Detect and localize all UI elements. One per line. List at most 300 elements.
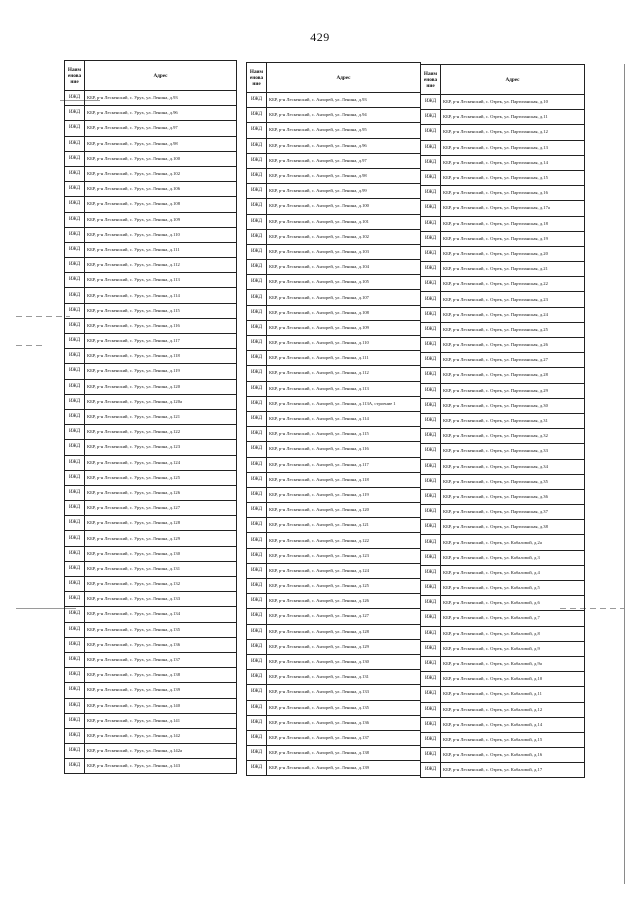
- address-cell: КБР, р-н Лескенский, с. Озрек, ул. Кабаловой, д.3: [441, 550, 585, 565]
- address-cell: КБР, р-н Лескенский, с. Урух, ул. Ленина, д.112: [85, 258, 237, 273]
- table-row: [247, 411, 421, 426]
- address-cell: КБР, р-н Лескенский, с. Урух, ул. Ленина, д.119: [85, 364, 237, 379]
- table-row: [421, 383, 585, 398]
- address-cell: КБР, р-н Лескенский, с. Озрек, ул. Партизанская, д.19: [441, 231, 585, 246]
- address-cell: КБР, р-н Лескенский, с. Урух, ул. Ленина, д.98: [85, 136, 237, 151]
- table-row: [421, 413, 585, 428]
- address-column-header: Адрес: [267, 63, 421, 93]
- address-cell: КБР, р-н Лескенский, с. Урух, ул. Ленина, д.121: [85, 409, 237, 424]
- property-type-cell: ИЖД: [247, 320, 267, 335]
- property-type-cell: ИЖД: [65, 759, 85, 774]
- address-cell: КБР, р-н Лескенский, с. Анзорей, ул. Ленина, д.127: [267, 609, 421, 624]
- address-cell: КБР, р-н Лескенский, с. Озрек, ул. Партизанская, д.29: [441, 383, 585, 398]
- table-row: [65, 455, 237, 470]
- address-cell: КБР, р-н Лескенский, с. Урух, ул. Ленина, д.138: [85, 668, 237, 683]
- table-row: [65, 91, 237, 106]
- property-type-cell: ИЖД: [65, 166, 85, 181]
- table-row: [421, 110, 585, 125]
- table-row: [65, 334, 237, 349]
- property-type-cell: ИЖД: [247, 260, 267, 275]
- property-type-cell: ИЖД: [65, 592, 85, 607]
- address-cell: КБР, р-н Лескенский, с. Урух, ул. Ленина, д.141: [85, 713, 237, 728]
- table-row: [247, 138, 421, 153]
- address-cell: КБР, р-н Лескенский, с. Озрек, ул. Кабаловой, д.15: [441, 732, 585, 747]
- table-row: [421, 672, 585, 687]
- table-row: [247, 275, 421, 290]
- property-type-cell: ИЖД: [421, 687, 441, 702]
- address-cell: КБР, р-н Лескенский, с. Урух, ул. Ленина, д.130: [85, 546, 237, 561]
- table-row: [65, 425, 237, 440]
- property-type-cell: ИЖД: [421, 474, 441, 489]
- property-type-cell: ИЖД: [247, 548, 267, 563]
- address-cell: КБР, р-н Лескенский, с. Озрек, ул. Партизанская, д.37: [441, 505, 585, 520]
- address-cell: КБР, р-н Лескенский, с. Анзорей, ул. Ленина, д.136: [267, 715, 421, 730]
- table-row: [247, 442, 421, 457]
- property-type-cell: ИЖД: [247, 123, 267, 138]
- property-type-cell: ИЖД: [421, 520, 441, 535]
- address-cell: КБР, р-н Лескенский, с. Озрек, ул. Партизанская, д.27: [441, 353, 585, 368]
- table-row: [65, 288, 237, 303]
- property-type-cell: ИЖД: [247, 108, 267, 123]
- table-row: [65, 607, 237, 622]
- property-type-cell: ИЖД: [247, 214, 267, 229]
- property-type-cell: ИЖД: [65, 136, 85, 151]
- address-cell: КБР, р-н Лескенский, с. Озрек, ул. Партизанская, д.22: [441, 277, 585, 292]
- table-row: [421, 474, 585, 489]
- property-type-cell: ИЖД: [247, 184, 267, 199]
- address-cell: КБР, р-н Лескенский, с. Анзорей, ул. Ленина, д.96: [267, 138, 421, 153]
- table-row: [421, 201, 585, 216]
- property-type-cell: ИЖД: [421, 353, 441, 368]
- address-cell: КБР, р-н Лескенский, с. Анзорей, ул. Ленина, д.112: [267, 366, 421, 381]
- table-row: [247, 93, 421, 108]
- property-type-cell: ИЖД: [421, 292, 441, 307]
- property-type-cell: ИЖД: [247, 442, 267, 457]
- address-cell: КБР, р-н Лескенский, с. Анзорей, ул. Ленина, д.97: [267, 153, 421, 168]
- table-row: [247, 123, 421, 138]
- property-type-cell: ИЖД: [65, 258, 85, 273]
- address-cell: КБР, р-н Лескенский, с. Анзорей, ул. Ленина, д.104: [267, 260, 421, 275]
- property-type-cell: ИЖД: [65, 501, 85, 516]
- table-row: [247, 624, 421, 639]
- address-cell: КБР, р-н Лескенский, с. Урух, ул. Ленина, д.127: [85, 501, 237, 516]
- property-type-cell: ИЖД: [65, 607, 85, 622]
- table-header-row: [421, 65, 585, 95]
- property-type-cell: ИЖД: [421, 565, 441, 580]
- address-cell: КБР, р-н Лескенский, с. Анзорей, ул. Ленина, д.101: [267, 214, 421, 229]
- property-type-cell: ИЖД: [247, 670, 267, 685]
- address-cell: КБР, р-н Лескенский, с. Урух, ул. Ленина, д.132: [85, 577, 237, 592]
- property-type-cell: ИЖД: [65, 334, 85, 349]
- property-type-cell: ИЖД: [421, 626, 441, 641]
- address-cell: КБР, р-н Лескенский, с. Анзорей, ул. Ленина, д.117: [267, 457, 421, 472]
- table-header-row: [247, 63, 421, 93]
- address-cell: КБР, р-н Лескенский, с. Анзорей, ул. Ленина, д.128: [267, 624, 421, 639]
- table-body: [247, 93, 421, 776]
- table-row: [247, 579, 421, 594]
- property-type-cell: ИЖД: [421, 732, 441, 747]
- table-row: [65, 728, 237, 743]
- table-row: [247, 381, 421, 396]
- address-cell: КБР, р-н Лескенский, с. Анзорей, ул. Ленина, д.139: [267, 761, 421, 776]
- table-row: [247, 320, 421, 335]
- address-cell: КБР, р-н Лескенский, с. Анзорей, ул. Ленина, д.100: [267, 199, 421, 214]
- address-table-3: [420, 64, 585, 778]
- property-type-cell: ИЖД: [247, 609, 267, 624]
- table-row: [65, 273, 237, 288]
- table-row: [421, 489, 585, 504]
- address-cell: КБР, р-н Лескенский, с. Озрек, ул. Партизанская, д.16: [441, 186, 585, 201]
- property-type-cell: ИЖД: [65, 683, 85, 698]
- table-row: [421, 550, 585, 565]
- address-cell: КБР, р-н Лескенский, с. Озрек, ул. Кабаловой, д.16: [441, 748, 585, 763]
- property-type-cell: ИЖД: [65, 364, 85, 379]
- address-cell: КБР, р-н Лескенский, с. Урух, ул. Ленина, д.123: [85, 440, 237, 455]
- table-row: [421, 581, 585, 596]
- table-row: [247, 457, 421, 472]
- table-row: [247, 700, 421, 715]
- property-type-cell: ИЖД: [247, 700, 267, 715]
- table-row: [247, 639, 421, 654]
- table-row: [65, 470, 237, 485]
- table-row: [65, 303, 237, 318]
- type-column-header: Наим енова ние: [247, 63, 267, 93]
- property-type-cell: ИЖД: [247, 381, 267, 396]
- address-cell: КБР, р-н Лескенский, с. Озрек, ул. Партизанская, д.14: [441, 155, 585, 170]
- property-type-cell: ИЖД: [65, 622, 85, 637]
- table-row: [65, 197, 237, 212]
- property-type-cell: ИЖД: [247, 305, 267, 320]
- table-row: [65, 546, 237, 561]
- table-row: [421, 763, 585, 778]
- property-type-cell: ИЖД: [65, 455, 85, 470]
- table-row: [247, 609, 421, 624]
- table-row: [247, 685, 421, 700]
- property-type-cell: ИЖД: [421, 581, 441, 596]
- address-cell: КБР, р-н Лескенский, с. Урух, ул. Ленина, д.135: [85, 622, 237, 637]
- property-type-cell: ИЖД: [421, 398, 441, 413]
- property-type-cell: ИЖД: [247, 472, 267, 487]
- table-row: [247, 715, 421, 730]
- table-row: [421, 641, 585, 656]
- table-row: [65, 242, 237, 257]
- address-cell: КБР, р-н Лескенский, с. Урух, ул. Ленина, д.102: [85, 166, 237, 181]
- address-cell: КБР, р-н Лескенский, с. Анзорей, ул. Ленина, д.109: [267, 320, 421, 335]
- table-row: [247, 670, 421, 685]
- scan-artifact-edge: [624, 64, 625, 884]
- property-type-cell: ИЖД: [421, 656, 441, 671]
- table-row: [247, 199, 421, 214]
- address-cell: КБР, р-н Лескенский, с. Анзорей, ул. Ленина, д.126: [267, 594, 421, 609]
- table-body: [421, 95, 585, 778]
- address-cell: КБР, р-н Лескенский, с. Озрек, ул. Партизанская, д.34: [441, 459, 585, 474]
- property-type-cell: ИЖД: [421, 641, 441, 656]
- address-cell: КБР, р-н Лескенский, с. Озрек, ул. Партизанская, д.32: [441, 429, 585, 444]
- table-row: [65, 258, 237, 273]
- address-cell: КБР, р-н Лескенский, с. Урух, ул. Ленина, д.97: [85, 121, 237, 136]
- address-cell: КБР, р-н Лескенский, с. Анзорей, ул. Ленина, д.120: [267, 503, 421, 518]
- property-type-cell: ИЖД: [65, 531, 85, 546]
- address-cell: КБР, р-н Лескенский, с. Озрек, ул. Партизанская, д.21: [441, 262, 585, 277]
- property-type-cell: ИЖД: [421, 140, 441, 155]
- property-type-cell: ИЖД: [421, 596, 441, 611]
- property-type-cell: ИЖД: [65, 182, 85, 197]
- property-type-cell: ИЖД: [247, 366, 267, 381]
- table-row: [247, 229, 421, 244]
- address-cell: КБР, р-н Лескенский, с. Анзорей, ул. Ленина, д.137: [267, 730, 421, 745]
- property-type-cell: ИЖД: [421, 110, 441, 125]
- property-type-cell: ИЖД: [65, 318, 85, 333]
- property-type-cell: ИЖД: [421, 429, 441, 444]
- property-type-cell: ИЖД: [65, 288, 85, 303]
- table-row: [247, 168, 421, 183]
- table-row: [65, 106, 237, 121]
- address-cell: КБР, р-н Лескенский, с. Анзорей, ул. Ленина, д.138: [267, 746, 421, 761]
- type-column-header: Наим енова ние: [65, 61, 85, 91]
- table-row: [421, 353, 585, 368]
- address-cell: КБР, р-н Лескенский, с. Анзорей, ул. Ленина, д.122: [267, 533, 421, 548]
- address-cell: КБР, р-н Лескенский, с. Урух, ул. Ленина, д.110: [85, 227, 237, 242]
- address-cell: КБР, р-н Лескенский, с. Урух, ул. Ленина, д.108: [85, 197, 237, 212]
- address-cell: КБР, р-н Лескенский, с. Анзорей, ул. Ленина, д.110: [267, 336, 421, 351]
- address-cell: КБР, р-н Лескенский, с. Урух, ул. Ленина, д.139: [85, 683, 237, 698]
- address-table-2: [246, 62, 421, 776]
- property-type-cell: ИЖД: [247, 244, 267, 259]
- table-row: [247, 503, 421, 518]
- address-cell: КБР, р-н Лескенский, с. Урух, ул. Ленина, д.106: [85, 182, 237, 197]
- property-type-cell: ИЖД: [421, 216, 441, 231]
- property-type-cell: ИЖД: [65, 728, 85, 743]
- table-row: [421, 322, 585, 337]
- address-cell: КБР, р-н Лескенский, с. Анзорей, ул. Ленина, д.130: [267, 654, 421, 669]
- address-cell: КБР, р-н Лескенский, с. Урух, ул. Ленина, д.111: [85, 242, 237, 257]
- table-row: [421, 429, 585, 444]
- property-type-cell: ИЖД: [65, 470, 85, 485]
- property-type-cell: ИЖД: [247, 290, 267, 305]
- property-type-cell: ИЖД: [421, 535, 441, 550]
- property-type-cell: ИЖД: [65, 151, 85, 166]
- property-type-cell: ИЖД: [65, 440, 85, 455]
- table-row: [247, 518, 421, 533]
- property-type-cell: ИЖД: [65, 577, 85, 592]
- property-type-cell: ИЖД: [421, 231, 441, 246]
- address-cell: КБР, р-н Лескенский, с. Озрек, ул. Партизанская, д.24: [441, 307, 585, 322]
- table-row: [247, 366, 421, 381]
- address-cell: КБР, р-н Лескенский, с. Урух, ул. Ленина, д.131: [85, 561, 237, 576]
- address-cell: КБР, р-н Лескенский, с. Анзорей, ул. Ленина, д.129: [267, 639, 421, 654]
- address-cell: КБР, р-н Лескенский, с. Озрек, ул. Партизанская, д.36: [441, 489, 585, 504]
- table-row: [247, 305, 421, 320]
- property-type-cell: ИЖД: [421, 672, 441, 687]
- table-row: [65, 516, 237, 531]
- address-cell: КБР, р-н Лескенский, с. Анзорей, ул. Ленина, д.93: [267, 93, 421, 108]
- table-row: [421, 140, 585, 155]
- property-type-cell: ИЖД: [65, 227, 85, 242]
- property-type-cell: ИЖД: [247, 533, 267, 548]
- property-type-cell: ИЖД: [247, 93, 267, 108]
- table-row: [247, 654, 421, 669]
- address-cell: КБР, р-н Лескенский, с. Урух, ул. Ленина, д.125: [85, 470, 237, 485]
- address-cell: КБР, р-н Лескенский, с. Урух, ул. Ленина, д.133: [85, 592, 237, 607]
- property-type-cell: ИЖД: [247, 168, 267, 183]
- property-type-cell: ИЖД: [65, 106, 85, 121]
- address-cell: КБР, р-н Лескенский, с. Урух, ул. Ленина, д.128: [85, 516, 237, 531]
- property-type-cell: ИЖД: [247, 503, 267, 518]
- address-cell: КБР, р-н Лескенский, с. Озрек, ул. Партизанская, д.11: [441, 110, 585, 125]
- table-row: [65, 227, 237, 242]
- table-row: [65, 683, 237, 698]
- address-cell: КБР, р-н Лескенский, с. Озрек, ул. Партизанская, д.23: [441, 292, 585, 307]
- address-cell: КБР, р-н Лескенский, с. Анзорей, ул. Ленина, д.124: [267, 563, 421, 578]
- table-row: [247, 214, 421, 229]
- address-cell: КБР, р-н Лескенский, с. Анзорей, ул. Ленина, д.118: [267, 472, 421, 487]
- table-row: [421, 687, 585, 702]
- property-type-cell: ИЖД: [421, 748, 441, 763]
- table-row: [421, 702, 585, 717]
- property-type-cell: ИЖД: [247, 730, 267, 745]
- property-type-cell: ИЖД: [421, 489, 441, 504]
- property-type-cell: ИЖД: [65, 91, 85, 106]
- property-type-cell: ИЖД: [65, 242, 85, 257]
- address-cell: КБР, р-н Лескенский, с. Озрек, ул. Кабаловой, д.11: [441, 687, 585, 702]
- table-row: [421, 277, 585, 292]
- property-type-cell: ИЖД: [421, 505, 441, 520]
- table-row: [247, 746, 421, 761]
- address-cell: КБР, р-н Лескенский, с. Озрек, ул. Партизанская, д.13: [441, 140, 585, 155]
- address-cell: КБР, р-н Лескенский, с. Озрек, ул. Партизанская, д.30: [441, 398, 585, 413]
- address-cell: КБР, р-н Лескенский, с. Урух, ул. Ленина, д.126: [85, 485, 237, 500]
- address-cell: КБР, р-н Лескенский, с. Анзорей, ул. Ленина, д.113: [267, 381, 421, 396]
- address-cell: КБР, р-н Лескенский, с. Урух, ул. Ленина, д.137: [85, 652, 237, 667]
- property-type-cell: ИЖД: [421, 307, 441, 322]
- table-row: [247, 184, 421, 199]
- address-cell: КБР, р-н Лескенский, с. Озрек, ул. Партизанская, д.33: [441, 444, 585, 459]
- table-row: [65, 440, 237, 455]
- address-cell: КБР, р-н Лескенский, с. Урух, ул. Ленина, д.115: [85, 303, 237, 318]
- table-row: [421, 307, 585, 322]
- address-cell: КБР, р-н Лескенский, с. Анзорей, ул. Ленина, д.95: [267, 123, 421, 138]
- property-type-cell: ИЖД: [247, 487, 267, 502]
- property-type-cell: ИЖД: [247, 594, 267, 609]
- address-cell: КБР, р-н Лескенский, с. Урух, ул. Ленина, д.120: [85, 379, 237, 394]
- property-type-cell: ИЖД: [247, 715, 267, 730]
- property-type-cell: ИЖД: [65, 425, 85, 440]
- table-row: [65, 364, 237, 379]
- address-cell: КБР, р-н Лескенский, с. Анзорей, ул. Ленина, д.98: [267, 168, 421, 183]
- property-type-cell: ИЖД: [247, 229, 267, 244]
- address-cell: КБР, р-н Лескенский, с. Анзорей, ул. Ленина, д.103: [267, 244, 421, 259]
- address-table-1: [64, 60, 237, 774]
- table-row: [247, 730, 421, 745]
- property-type-cell: ИЖД: [65, 698, 85, 713]
- property-type-cell: ИЖД: [247, 639, 267, 654]
- table-row: [65, 622, 237, 637]
- address-cell: КБР, р-н Лескенский, с. Урух, ул. Ленина, д.118: [85, 349, 237, 364]
- property-type-cell: ИЖД: [421, 277, 441, 292]
- address-cell: КБР, р-н Лескенский, с. Анзорей, ул. Ленина, д.94: [267, 108, 421, 123]
- table-row: [65, 637, 237, 652]
- table-row: [65, 531, 237, 546]
- table-row: [65, 379, 237, 394]
- address-cell: КБР, р-н Лескенский, с. Анзорей, ул. Ленина, д.133: [267, 685, 421, 700]
- table-row: [421, 338, 585, 353]
- property-type-cell: ИЖД: [421, 444, 441, 459]
- address-cell: КБР, р-н Лескенский, с. Озрек, ул. Кабаловой, д.9: [441, 641, 585, 656]
- table-row: [421, 155, 585, 170]
- table-row: [421, 565, 585, 580]
- property-type-cell: ИЖД: [65, 394, 85, 409]
- property-type-cell: ИЖД: [421, 322, 441, 337]
- address-cell: КБР, р-н Лескенский, с. Урух, ул. Ленина, д.96: [85, 106, 237, 121]
- address-cell: КБР, р-н Лескенский, с. Озрек, ул. Партизанская, д.26: [441, 338, 585, 353]
- address-cell: КБР, р-н Лескенский, с. Урух, ул. Ленина, д.114: [85, 288, 237, 303]
- page-number: 429: [310, 30, 330, 44]
- table-row: [65, 182, 237, 197]
- address-cell: КБР, р-н Лескенский, с. Урух, ул. Ленина, д.116: [85, 318, 237, 333]
- property-type-cell: ИЖД: [421, 763, 441, 778]
- address-cell: КБР, р-н Лескенский, с. Озрек, ул. Партизанская, д.10: [441, 95, 585, 110]
- property-type-cell: ИЖД: [247, 761, 267, 776]
- property-type-cell: ИЖД: [65, 379, 85, 394]
- table-row: [247, 396, 421, 411]
- property-type-cell: ИЖД: [65, 197, 85, 212]
- table-row: [65, 349, 237, 364]
- address-cell: КБР, р-н Лескенский, с. Урух, ул. Ленина, д.142: [85, 728, 237, 743]
- property-type-cell: ИЖД: [421, 459, 441, 474]
- property-type-cell: ИЖД: [247, 457, 267, 472]
- property-type-cell: ИЖД: [247, 336, 267, 351]
- property-type-cell: ИЖД: [421, 246, 441, 261]
- address-cell: КБР, р-н Лескенский, с. Озрек, ул. Партизанская, д.35: [441, 474, 585, 489]
- property-type-cell: ИЖД: [247, 685, 267, 700]
- table-row: [247, 153, 421, 168]
- table-row: [65, 652, 237, 667]
- property-type-cell: ИЖД: [247, 153, 267, 168]
- table-row: [65, 409, 237, 424]
- property-type-cell: ИЖД: [421, 611, 441, 626]
- table-row: [65, 485, 237, 500]
- table-row: [421, 656, 585, 671]
- address-cell: КБР, р-н Лескенский, с. Урух, ул. Ленина, д.117: [85, 334, 237, 349]
- table-header-row: [65, 61, 237, 91]
- property-type-cell: ИЖД: [421, 717, 441, 732]
- table-row: [65, 713, 237, 728]
- address-cell: КБР, р-н Лескенский, с. Озрек, ул. Кабаловой, д.14: [441, 717, 585, 732]
- table-body: [65, 91, 237, 774]
- address-cell: КБР, р-н Лескенский, с. Озрек, ул. Партизанская, д.18: [441, 216, 585, 231]
- table-row: [421, 186, 585, 201]
- address-cell: КБР, р-н Лескенский, с. Анзорей, ул. Ленина, д.114: [267, 411, 421, 426]
- property-type-cell: ИЖД: [421, 368, 441, 383]
- property-type-cell: ИЖД: [65, 744, 85, 759]
- address-cell: КБР, р-н Лескенский, с. Озрек, ул. Кабаловой, д.10: [441, 672, 585, 687]
- address-cell: КБР, р-н Лескенский, с. Урух, ул. Ленина, д.136: [85, 637, 237, 652]
- property-type-cell: ИЖД: [247, 579, 267, 594]
- property-type-cell: ИЖД: [421, 201, 441, 216]
- table-row: [247, 244, 421, 259]
- table-row: [65, 668, 237, 683]
- address-cell: КБР, р-н Лескенский, с. Озрек, ул. Кабаловой, д.17: [441, 763, 585, 778]
- table-row: [247, 548, 421, 563]
- address-cell: КБР, р-н Лескенский, с. Озрек, ул. Партизанская, д.20: [441, 246, 585, 261]
- table-row: [65, 501, 237, 516]
- address-cell: КБР, р-н Лескенский, с. Анзорей, ул. Ленина, д.116: [267, 442, 421, 457]
- address-cell: КБР, р-н Лескенский, с. Анзорей, ул. Ленина, д.121: [267, 518, 421, 533]
- property-type-cell: ИЖД: [65, 546, 85, 561]
- property-type-cell: ИЖД: [65, 516, 85, 531]
- property-type-cell: ИЖД: [421, 702, 441, 717]
- table-row: [421, 246, 585, 261]
